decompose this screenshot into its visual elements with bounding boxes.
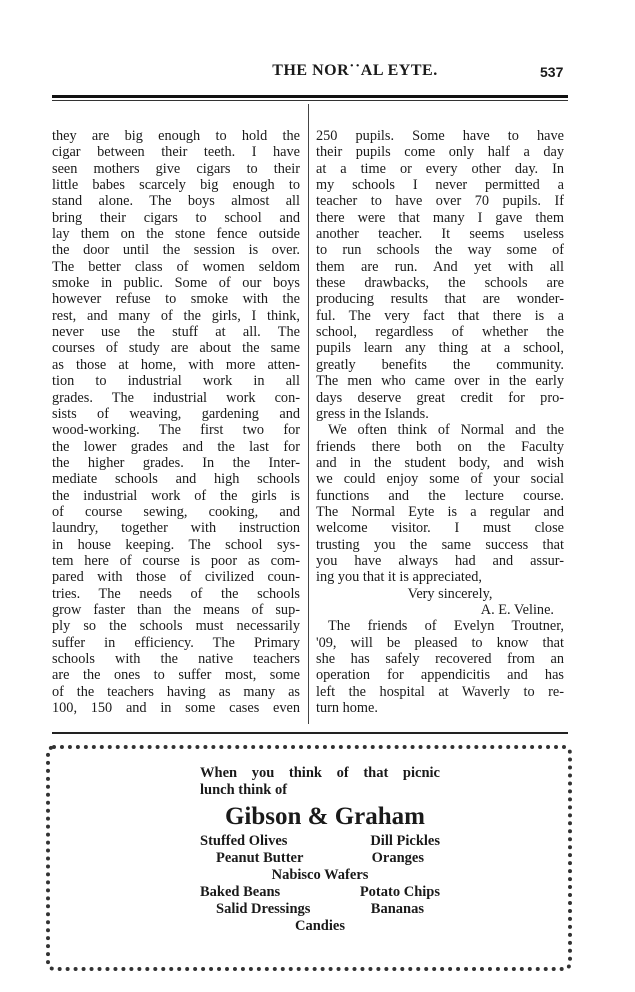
text-line: turn home.	[316, 700, 378, 717]
ad-item-row	[200, 850, 440, 867]
text-line: never use the stuff at all. The	[52, 324, 300, 341]
text-line: teacher to have over 70 pupils. If	[316, 193, 564, 210]
text-line: We often think of Normal and the	[328, 422, 564, 439]
column-divider	[308, 104, 309, 724]
text-line: of the teachers having as many as	[52, 683, 300, 700]
text-line: ing you that it is appreciated,	[316, 569, 482, 586]
text-line: courses of study are about the same	[52, 340, 300, 357]
text-line: there were that many I gave them	[316, 209, 564, 226]
text-line: their pupils come only half a day	[316, 144, 564, 161]
text-line: and in the student body, and wish	[316, 454, 564, 471]
text-line: The Normal Eyte is a regular and	[316, 503, 564, 520]
ad-item-row	[200, 833, 440, 850]
text-line: you have always had and assur-	[316, 552, 564, 569]
text-line: in house keeping. The school sys-	[52, 536, 300, 553]
text-line: wood-working. The first two for	[52, 422, 300, 439]
text-line: pared with those of civilized coun-	[52, 569, 300, 586]
text-line: ply so the schools must necessarily	[52, 618, 300, 635]
text-line: '09, will be pleased to know that	[316, 634, 564, 651]
text-line: another teacher. It seems useless	[316, 226, 564, 243]
text-line: The friends of Evelyn Troutner,	[328, 618, 564, 635]
left-column	[52, 128, 300, 716]
ad-item: Nabisco Wafers	[271, 867, 369, 883]
footer-rule	[52, 732, 568, 734]
text-line: welcome visitor. I must close	[316, 520, 564, 537]
text-line: they are big enough to hold the	[52, 128, 300, 144]
text-line: producing results that are wonder-	[316, 291, 564, 308]
text-line: suffer in efficiency. The Primary	[52, 634, 300, 651]
text-line: the industrial work of the girls is	[52, 487, 300, 504]
running-title: THE NOR˙˙AL EYTE.	[272, 62, 438, 79]
text-line: smoke in public. Some of our boys	[52, 275, 300, 292]
text-line: the higher grades. In the Inter-	[52, 454, 300, 471]
text-line: are the ones to suffer most, some	[52, 667, 300, 684]
page-number: 537	[540, 64, 564, 80]
text-line: ful. The very fact that there is a	[316, 307, 564, 324]
text-line: of course sewing, cooking, and	[52, 503, 300, 520]
ad-item: Potato Chips	[359, 884, 440, 900]
text-line: grow faster than the means of sup-	[52, 601, 300, 618]
text-line: The better class of women seldom	[52, 258, 300, 275]
advertisement-content	[200, 765, 440, 935]
text-line: tries. The needs of the schools	[52, 585, 300, 602]
ad-item-row	[200, 884, 440, 901]
ad-item: Oranges	[371, 850, 424, 866]
text-line: we could enjoy some of your social	[316, 471, 564, 488]
text-line: however refuse to smoke with the	[52, 291, 300, 308]
text-line: lay them on the stone fence outside	[52, 226, 300, 243]
text-line: she has safely recovered from an	[316, 651, 564, 667]
text-line: at a time or every other day. In	[316, 160, 564, 177]
text-line: A. E. Veline.	[480, 601, 554, 618]
ad-intro-line: When you think of that picnic	[200, 765, 440, 781]
text-line: left the hospital at Waverly to re-	[316, 683, 564, 700]
text-line: the door until the session is over.	[52, 242, 300, 259]
text-line: these drawbacks, the schools are	[316, 275, 564, 292]
ad-item-row	[200, 901, 440, 918]
text-line: cigar between their teeth. I have	[52, 144, 300, 161]
ad-item: Bananas	[370, 901, 424, 917]
text-line: my schools I never permitted a	[316, 177, 564, 194]
text-line: laundry, together with instruction	[52, 520, 300, 537]
text-line: sists of weaving, gardening and	[52, 405, 300, 422]
text-line: greatly benefits the community.	[316, 356, 564, 373]
text-line: as those at home, with more atten-	[52, 356, 300, 373]
text-line: grades. The industrial work con-	[52, 389, 300, 406]
text-line: seen mothers give cigars to their	[52, 160, 300, 177]
advertisement-box	[46, 745, 572, 971]
text-line: pupils learn any thing at a school,	[316, 340, 564, 357]
ad-item: Dill Pickles	[370, 833, 440, 849]
text-line: bring their cigars to school and	[52, 209, 300, 226]
ad-intro-line: lunch think of	[200, 782, 288, 798]
ad-item: Candies	[295, 918, 345, 934]
text-line: friends there both on the Faculty	[316, 438, 564, 455]
ad-item: Salid Dressings	[216, 901, 311, 917]
ad-item: Baked Beans	[200, 884, 281, 900]
text-line: 250 pupils. Some have to have	[316, 128, 564, 144]
text-line: days deserve great credit for pro-	[316, 389, 564, 406]
text-line: gress in the Islands.	[316, 405, 429, 422]
text-line: tem here of course is poor as com-	[52, 552, 300, 569]
text-line: operation for appendicitis and has	[316, 667, 564, 684]
text-line: little babes scarcely big enough to	[52, 177, 300, 194]
text-line: rest, and many of the girls, I think,	[52, 307, 300, 324]
text-line: The men who came over in the early	[316, 373, 564, 390]
text-line: tion to industrial work in all	[52, 373, 300, 390]
text-line: stand alone. The boys almost all	[52, 193, 300, 210]
ad-brand-name: Gibson & Graham	[224, 803, 426, 830]
text-line: mediate schools and high schools	[52, 471, 300, 488]
ad-item: Stuffed Olives	[200, 833, 288, 849]
text-line: them are run. And yet with all	[316, 258, 564, 275]
text-line: schools with the native teachers	[52, 651, 300, 667]
text-line: school, regardless of whether the	[316, 324, 564, 341]
text-line: the lower grades and the last for	[52, 438, 300, 455]
text-line: trusting you the same success that	[316, 536, 564, 553]
header-rule-thin	[52, 100, 568, 101]
text-line: to run schools the way some of	[316, 242, 564, 259]
right-column	[316, 128, 564, 716]
ad-item: Peanut Butter	[216, 850, 304, 866]
header-rule	[52, 95, 568, 98]
text-line: Very sincerely,	[407, 585, 493, 602]
text-line: 100, 150 and in some cases even	[52, 700, 300, 717]
text-line: functions and the lecture course.	[316, 487, 564, 504]
